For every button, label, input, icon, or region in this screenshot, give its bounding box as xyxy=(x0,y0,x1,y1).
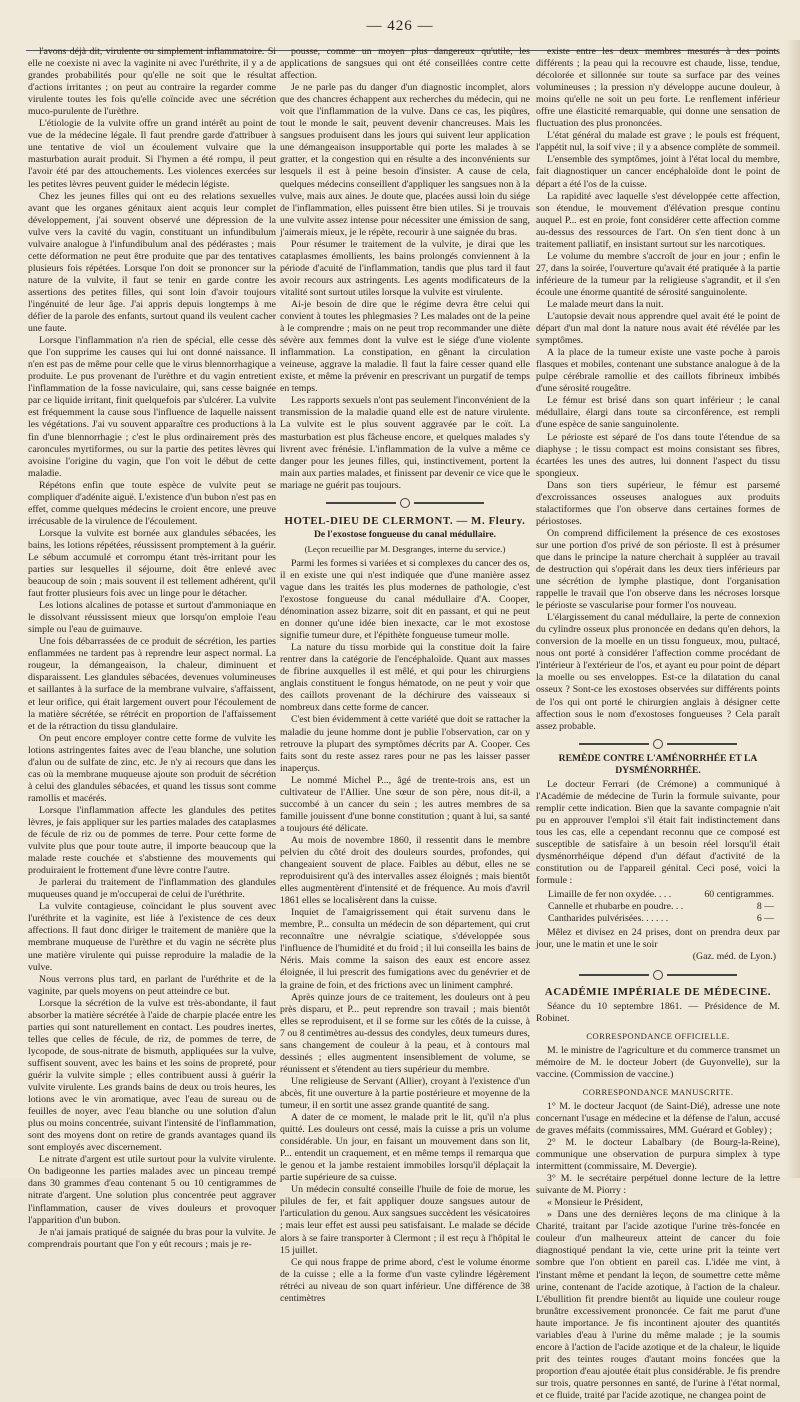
paragraph: Le périoste est séparé de l'os dans toute l'étendue de sa diaphyse ; le tissu compact est moins consistant ses fibres, écartées les unes des autres, lui donnent l'aspect du tissu spongieux. xyxy=(536,431,780,479)
paragraph: Pour résumer le traitement de la vulvite, je dirai que les cataplasmes émollients, les bains prolongés conviennent à la période d'acuité de l'inflammation, tandis que plus tard il faut avoir recours aux astringents. Les agents modificateurs de la vitalité sont surtout utiles lorsque la vulvite est virulente. xyxy=(280,238,530,298)
paragraph: L'autopsie devait nous apprendre quel avait été le point de départ d'un mal dont la nature nous avait été révélée par les symptômes. xyxy=(536,311,780,347)
paragraph: Lorsque l'inflammation n'a rien de spécial, elle cesse dès que l'on supprime les causes qui lui ont donné naissance. Il n'en est pas de même pour celle que le virus blennorrhagique a produite. Le pus provenant de l'urèthre et du vagin entretient l'inflammation de la fosse naviculaire, qui, sans cesse baignée par ce liquide irritant, finit quelquefois par s'ulcérer. La vulvite est fréquemment la cause sous l'influence de laquelle naissent les végétations. J'ai vu souvent apparaître ces productions à la fin d'une blennorrhagie ; c'est le plus ordinairement près des caroncules myrtiformes, ou sur la partie des petites lèvres qui avoisine l'origine du vagin, que l'on voit le début de cette maladie. xyxy=(28,335,276,479)
paragraph: Ce qui nous frappe de prime abord, c'est le volume énorme de la cuisse ; elle a la forme d'un vaste cylindre légèrement rétréci au niveau de son quart inférieur. Une différence de 38 centimètres xyxy=(280,1256,530,1304)
section-ornament xyxy=(280,498,530,508)
section-ornament xyxy=(536,969,780,979)
paragraph: Inquiet de l'amaigrissement qui était survenu dans le membre, P... consulta un médecin de son département, qui crut reconnaître une névralgie sciatique, s'développée sous l'influence de l'humidité et du froid ; il lui conseilla les bains de Néris. Mais comme la saison des eaux est encore assez éloignée, il lui prescrit des fumigations avec du genévrier et de la graine de foin, et des frictions avec un liniment camphré. xyxy=(280,907,530,991)
paragraph: Parmi les formes si variées et si complexes du cancer des os, il en existe une qui n'est indiquée que d'une manière assez vague dans les traités les plus modernes de pathologie, c'est l'exostose fongueuse du canal médullaire d'A. Cooper, dénomination assez bizarre, soit dit en passant, et qui ne peut en donner qu'une idée bien inexacte, car le mot exostose signifie tumeur dure, et l'épithète fongueuse tumeur molle. xyxy=(280,557,530,642)
column-1 xyxy=(28,46,276,1250)
binding-edge xyxy=(786,40,800,1178)
paragraph: Une fois débarrassées de ce produit de sécrétion, les parties enflammées ne tardent pas à reprendre leur aspect normal. La rougeur, la démangeaison, la chaleur, diminuent et disparaissent. Les glandules sébacées, devenues volumineuses et saillantes à la surface de la membrane vulvaire, s'affaissent, et leur orifice, qui était largement ouvert pour l'écoulement de la matière sécrétée, se rétrécit en proportion de l'affaissement et de la rétraction du tissu glandulaire. xyxy=(28,636,276,732)
paragraph: Le volume du membre s'accroît de jour en jour ; enfin le 27, dans la soirée, l'ouverture qu'avait été pratiquée à la partie inférieure de la tumeur par la religieuse s'agrandit, et il s'en écoule une énorme quantité de sérosité sanguinolente. xyxy=(536,250,780,298)
paragraph: Un médecin consulté conseille l'huile de foie de morue, les pilules de fer, et fait appliquer douze sangsues autour de l'articulation du genou. Aux sangsues succèdent les vésicatoires ; mais leur effet est aussi peu satisfaisant. Le malade se décide alors à se faire transporter à Clermont ; il est reçu à l'hôpital le 15 juillet. xyxy=(280,1184,530,1256)
paragraph: pousse, comme un moyen plus dangereux qu'utile, les applications de sangsues qui ont été conseillées contre cette affection. xyxy=(280,46,530,82)
paragraph: Le nitrate d'argent est utile surtout pour la vulvite virulente. On badigeonne les parties malades avec un pinceau trempé dans 30 grammes d'eau contenant 5 ou 10 centigrammes de nitrate d'argent. Une solution plus concentrée peut aggraver l'inflammation, causer de vives douleurs et provoquer l'apparition d'un bubon. xyxy=(28,1154,276,1226)
paragraph: Je parlerai du traitement de l'inflammation des glandules muqueuses quand je m'occuperai de celui de l'uréthrite. xyxy=(28,877,276,901)
paragraph: On peut encore employer contre cette forme de vulvite les lotions astringentes faites avec de l'eau blanche, une solution d'alun ou de sulfate de zinc, etc. Je n'y ai recours que dans les cas où la membrane muqueuse ajoute son produit de sécrétion à celui des glandules sébacées, et quand les tissus sont comme ramollis et macérés. xyxy=(28,732,276,804)
formula-row: Limaille de fer non oxydée. . . . 60 centigrammes. xyxy=(548,889,774,901)
paragraph: Après quinze jours de ce traitement, les douleurs ont à peu près disparu, et P... peut reprendre son travail ; mais bientôt elles se reproduisent, et il se forme sur les côtés de la cuisse, à 7 ou 8 centimètres au-dessus des condyles, deux tumeurs dures, sans changement de couleur à la peau, et à contours mal dessinés ; elles augmentent insensiblement de volume, se réunissent et s'étendent au tiers supérieur du membre. xyxy=(280,991,530,1075)
formula-row: Cantharides pulvérisées. . . . . . 6 — xyxy=(548,913,774,925)
paragraph: L'élargissement du canal médullaire, la perte de connexion du cylindre osseux plus prononcée en dedans qu'en dehors, la conversion de la moelle en un tissu fongueux, mou, pultacé, nous ont porté à considérer l'affection comme procédant de l'intérieur à l'extérieur de l'os, et ayant eu pour point de départ la moelle ou ses enveloppes. Est-ce la dilatation du canal osseux ? Sont-ce les exostoses observées sur différents points de l'os qui ont porté le chirurgien anglais à désigner cette affection sous le nom d'exostoses fongueuses ? Cela paraît assez probable. xyxy=(536,612,780,732)
paragraph: Ai-je besoin de dire que le régime devra être celui qui convient à toutes les phlegmasies ? Les malades ont de la peine à le comprendre ; mais on ne peut trop recommander une diète sévère aux femmes dont la vulve est le siége d'une violente inflammation. La constipation, en gênant la circulation veineuse, aggrave la maladie. Il faut la faire cesser quand elle existe, et même la prévenir en prescrivant un purgatif de temps en temps. xyxy=(280,298,530,395)
paragraph: C'est bien évidemment à cette variété que doit se rattacher la maladie du jeune homme dont je publie l'observation, car on y retrouve la plupart des symptômes décrits par A. Cooper. Ces faits sont du reste assez rares pour ne pas les laisser passer inaperçus. xyxy=(280,714,530,774)
official-correspondence-heading: CORRESPONDANCE OFFICIELLE. xyxy=(586,1030,730,1041)
article-credit: (Leçon recueillie par M. Desgranges, interne du service.) xyxy=(304,543,506,554)
paragraph: Répétons enfin que toute espèce de vulvite peut se compliquer d'adénite aiguë. L'existence d'un bubon n'est pas en effet, comme quelques médecins le croient encore, une preuve irrécusable de la virulence de l'écoulement. xyxy=(28,479,276,527)
formula-row: Cannelle et rhubarbe en poudre. . . 8 — xyxy=(548,901,774,913)
paragraph: L'état général du malade est grave ; le pouls est fréquent, l'appétit nul, la soif vive ; il y a absence complète de sommeil. xyxy=(536,130,780,154)
column-2-top xyxy=(280,46,530,492)
manuscript-correspondence-heading: CORRESPONDANCE MANUSCRITE. xyxy=(582,1086,734,1097)
paragraph: Les lotions alcalines de potasse et surtout d'ammoniaque en le dissolvant réussissent mieux que lorsqu'on emploie l'eau simple ou l'eau de guimauve. xyxy=(28,600,276,636)
section-title-hotel-dieu: HOTEL-DIEU DE CLERMONT. — M. Fleury. xyxy=(284,514,526,527)
paragraph: Le fémur est brisé dans son quart inférieur ; le canal médullaire, élargi dans toute sa circonférence, est rempli d'une espèce de sanie sanguinolente. xyxy=(536,395,780,431)
paragraph: A la place de la tumeur existe une vaste poche à parois flasques et mobiles, contenant une substance analogue à de la pulpe cérébrale ramollie et des caillots fibrineux imbibés d'une sérosité rougeâtre. xyxy=(536,347,780,395)
section-ornament xyxy=(536,739,780,749)
paragraph: La nature du tissu morbide qui la constitue doit la faire rentrer dans la catégorie de l'encéphaloïde. Quant aux masses de fibrine auxquelles il est mêlé, et qui pour les chirurgiens anglais constituent le fongus hématode, on ne peut y voir que des caillots provenant de la déchirure des vaisseaux si nombreux dans cette forme de cancer. xyxy=(280,642,530,714)
paragraph: Dans son tiers supérieur, le fémur est parsemé d'excroissances osseuses analogues aux produits stalactiformes que l'on observe dans certaines formes de périostoses. xyxy=(536,479,780,527)
paragraph: Lorsque la sécrétion de la vulve est très-abondante, il faut absorber la matière sécrétée à l'aide de charpie placée entre les parties qui sont naturellement en contact. Les poudres inertes, telles que celles de fécule, de riz, de pommes de terre, de lycopode, de sous-nitrate de bismuth, appliquées sur la vulve, suffisent souvent, avec les bains et les soins de propreté, pour guérir la vulvite simple ; elles contribuent aussi à guérir la vulvite virulente. Les grands bains de deux ou trois heures, les lotions avec le vin aromatique, avec l'eau de sureau ou de feuilles de noyer, avec l'eau blanche ou une solution d'alun plus ou moins concentrée, suivant l'intensité de l'inflammation, sont des moyens dont on retire de grands avantages quand ils sont employés avec discernement. xyxy=(28,997,276,1154)
paragraph: 3° M. le secrétaire perpétuel donne lecture de la lettre suivante de M. Piorry : xyxy=(536,1173,780,1197)
manuscript-correspondence-items xyxy=(536,1101,780,1402)
paragraph: l'avons déjà dit, virulente ou simplement inflammatoire. Si elle ne coexiste ni avec la vaginite ni avec l'uréthrite, il y a de grandes probabilités pour qu'elle ne soit que le résultat d'actions irritantes ; on peut au contraire la regarder comme virulente toutes les fois qu'elle coïncide avec une sécrétion muco-purulente de l'urèthre. xyxy=(28,46,276,118)
page-header xyxy=(0,16,800,40)
column-2-article xyxy=(280,558,530,1305)
formula-block xyxy=(548,889,780,925)
section-title-remede: REMÈDE CONTRE L'AMÉNORRHÉE ET LA DYSMÉNORRHÉE. xyxy=(558,752,758,776)
paragraph: L'étiologie de la vulvite offre un grand intérêt au point de vue de la médecine légale. Il faut prendre garde d'attribuer à une tentative de viol un écoulement vulvaire que la masturbation aurait produit. Si l'hymen a été rompu, il peut l'avoir été par des attouchements. Les violences exercées sur les petites lèvres peuvent guider le médecin légiste. xyxy=(28,118,276,190)
paragraph: existe entre les deux membres mesurés à des points différents ; la peau qui la recouvre est chaude, lisse, tendue, décolorée et sillonnée sur toute sa surface par des veines volumineuses ; la pression n'y développe aucune douleur, à moins qu'elle ne soit un peu forte. Le renflement inférieur offre une élasticité remarquable, qui donne une sensation de fluctuation des plus prononcées. xyxy=(536,46,780,130)
session-line: Séance du 10 septembre 1861. — Présidence de M. Robinet. xyxy=(536,1000,780,1024)
paragraph: Lorsque la vulvite est bornée aux glandules sébacées, les bains, les lotions répétées, réussissent promptement à la guérir. Le sébum accumulé et corrompu étant très-irritant pour les parties sur lesquelles il séjourne, doit être enlevé avec beaucoup de soin ; mais souvent il est tellement adhérent, qu'il faut frotter plusieurs fois avec un linge pour le détacher. xyxy=(28,527,276,600)
column-3-top xyxy=(536,46,780,733)
paragraph: On comprend difficilement la présence de ces exostoses sur une portion d'os privé de son périoste. Il est à présumer que dans le principe la nature cherchait à suppléer au travail de destruction qui s'opérait dans les deux tiers inférieurs par une sécrétion de lymphe plastique, dont l'organisation rappelle le travail que l'on observe dans les nécroses lorsque le périoste se vascularise pour former l'os nouveau. xyxy=(536,527,780,612)
official-correspondence-text: M. le ministre de l'agriculture et du commerce transmet un mémoire de M. le docteur Jobert (de Guyonvelle), sur la vaccine. (Commission de vaccine.) xyxy=(536,1044,780,1080)
paragraph: Nous verrons plus tard, en parlant de l'uréthrite et de la vaginite, par quels moyens on peut atteindre ce but. xyxy=(28,973,276,997)
paragraph: » Dans une des dernières leçons de ma clinique à la Charité, traitant par l'acide azotique l'urine très-foncée en couleur d'un malheureux atteint de cancer du foie diagnostiqué pendant la vie, cette urine prit la teinte vert sombre que l'on obtient en pareil cas. L'idée me vint, à l'instant même et pendant la leçon, de soumettre cette même urine, contenant de l'acide azotique, à l'action de la chaleur. L'ébullition fit prendre bientôt au liquide une couleur rouge brunâtre excessivement prononcée. Ce fait me parut d'une haute importance. Je fis incontinent ajouter des quantités variables d'eau à l'urine du même malade ; je la soumis encore à l'action de l'acide azotique et de la chaleur, le liquide prit des teintes rouges d'autant moins foncées que la proportion d'eau ajoutée était plus considérable. Je fis prendre sur trois, quatre personnes en santé, de l'urine à l'état normal, et ce fluide, traité par l'acide azotique, ne changea point de xyxy=(536,1209,780,1401)
article-subtitle: De l'exostose fongueuse du canal médullaire. xyxy=(313,528,497,540)
paragraph: Lorsque l'inflammation affecte les glandules des petites lèvres, je fais appliquer sur les parties malades des cataplasmes de fécule de riz ou de pommes de terre. Pour cette forme de vulvite plus que pour toute autre, il importe beaucoup que la malade reste couchée et s'abstienne des mouvements qui produiraient le frottement d'une lèvre contre l'autre. xyxy=(28,804,276,877)
paragraph: Une religieuse de Servant (Allier), croyant à l'existence d'un abcès, fit une ouverture à la partie postérieure et moyenne de la tumeur, il en sortit une assez grande quantité de sang. xyxy=(280,1075,530,1111)
paragraph: Je n'ai jamais pratiqué de saignée du bras pour la vulvite. Je comprendrais pourtant que l'on y eût recours ; mais je re- xyxy=(28,1226,276,1250)
formula-note: Mêlez et divisez en 24 prises, dont on prendra deux par jour, une le matin et une le soir xyxy=(536,927,780,951)
section-title-academie: ACADÉMIE IMPÉRIALE DE MÉDECINE. xyxy=(544,986,772,999)
paragraph: Les rapports sexuels n'ont pas seulement l'inconvénient de la transmission de la maladie quand elle est de nature virulente. La vulvite est le plus souvent aggravée par le coït. La masturbation est plus fâcheuse encore, et quelques malades s'y livrent avec frénésie. L'inflammation de la vulve a même ce danger pour les jeunes filles, qui, instinctivement, portent la main aux parties malades, et finissent par devenir ce vice que le mariage ne guérit pas toujours. xyxy=(280,395,530,491)
paragraph: Je ne parle pas du danger d'un diagnostic incomplet, alors que des chancres échappent aux recherches du médecin, qui ne voit que l'inflammation de la vulve. Dans ce cas, les piqûres, tout le monde le sait, peuvent devenir chancreuses. Mais les sangsues produisent dans les jours qui suivent leur application une démangeaison insupportable qui porte les malades à se gratter, et la congestion qui en résulte a des inconvénients sur lesquels il est à peine besoin d'insister. A cause de cela, quelques médecins conseillent d'appliquer les sangsues non à la vulve, mais aux aines. Je doute que, placées aussi loin du siége de l'inflammation, elles puissent être bien utiles. Si je trouvais une vulvite assez intense pour nécessiter une émission de sang, j'aimerais mieux, je le répète, recourir à une saignée du bras. xyxy=(280,82,530,238)
paragraph: L'ensemble des symptômes, joint à l'état local du membre, fait diagnostiquer un cancer encéphaloïde dont le point de départ a été l'os de la cuisse. xyxy=(536,154,780,190)
column-3-remede xyxy=(536,779,780,887)
paragraph: La vulvite contagieuse, coïncidant le plus souvent avec l'uréthrite et la vaginite, est liée à l'existence de ces deux affections. Il faut donc diriger le traitement de manière que la membrane muqueuse de l'urèthre et du vagin ne sécrète plus une matière virulente qui puisse reproduire la maladie de la vulve. xyxy=(28,901,276,973)
paragraph: La rapidité avec laquelle s'est développée cette affection, son étendue, le mouvement d'élévation presque continu auquel P... est en proie, font considérer cette affection comme au-dessus des ressources de l'art. On s'en tient donc à un traitement palliatif, en insistant surtout sur les narcotiques. xyxy=(536,190,780,250)
paragraph: A dater de ce moment, le malade prit le lit, qu'il n'a plus quitté. Les douleurs ont cessé, mais la cuisse a pris un volume considérable. Un jour, en faisant un mouvement dans son lit, P... entendit un craquement, et en même temps il remarqua que le genou et la jambe restaient immobiles lorsqu'il déplaçait la partie supérieure de sa cuisse. xyxy=(280,1112,530,1184)
formula-source: (Gaz. méd. de Lyon.) xyxy=(692,951,776,963)
page-number: — 426 — xyxy=(366,18,434,34)
paragraph: Le nommé Michel P..., âgé de trente-trois ans, est un cultivateur de l'Allier. Une sœur de son père, nous dit-il, a succombé à un cancer du sein ; les autres membres de sa famille jouissent d'une bonne constitution ; quant à lui, sa santé a toujours été délicate. xyxy=(280,774,530,834)
column-2 xyxy=(280,46,530,1304)
paragraph: Le docteur Ferrari (de Crémone) a communiqué à l'Académie de médecine de Turin la formule suivante, pour remplir cette indication. Bien que la savante compagnie n'ait pu en approuver l'emploi s'il était fait indistinctement dans tous les cas, elle a cependant reconnu que ce composé est susceptible de satisfaire à un besoin réel lorsqu'il était dysménorrhéique dépend d'un défaut d'activité de la constitution ou de l'appareil génital. Ceci posé, voici la formule : xyxy=(536,778,780,887)
column-3 xyxy=(536,46,780,1401)
paragraph: « Monsieur le Président, xyxy=(547,1197,643,1209)
paragraph: Chez les jeunes filles qui ont eu des relations sexuelles avant que les organes génitaux aient acquis leur complet développement, j'ai souvent observé une dépression de la vulve vers la cavité du vagin, constituant un infundibulum vulvaire analogue à l'infundibulum anal des pédérastes ; mais cette déformation ne peut être produite que par des tentatives plusieurs fois répétées. Lorsque l'on doit se prononcer sur la nature de la vulvite, il faut se tenir en garde contre les assertions des petites filles, qui sont loin d'avoir toujours l'ingénuité de leur âge. J'ai appris depuis longtemps à me défier de la parole des enfants, surtout quand ils veulent cacher une faute. xyxy=(28,190,276,335)
paragraph: Le malade meurt dans la nuit. xyxy=(547,298,664,310)
paragraph: 2° M. le docteur Labalbary (de Bourg-la-Reine), communique une observation de purpura simplex à type intermittent (commissaire, M. Devergie). xyxy=(536,1136,780,1173)
paragraph: 1° M. le docteur Jacquot (de Saint-Dié), adresse une note concernant l'usage en médecine et la défense de l'alun, accusé de graves méfaits (commissaires, MM. Guérard et Gobley) ; xyxy=(536,1100,780,1136)
paragraph: Au mois de novembre 1860, il ressentit dans le membre pelvien du côté droit des douleurs sourdes, profondes, qui changeaient souvent de place. Faibles au début, elles ne se reproduisirent qu'à des intervalles assez éloignés ; mais bientôt elles augmentèrent d'intensité et de fréquence. Au mois d'avril 1861 elles se localisèrent dans la cuisse. xyxy=(280,834,530,907)
